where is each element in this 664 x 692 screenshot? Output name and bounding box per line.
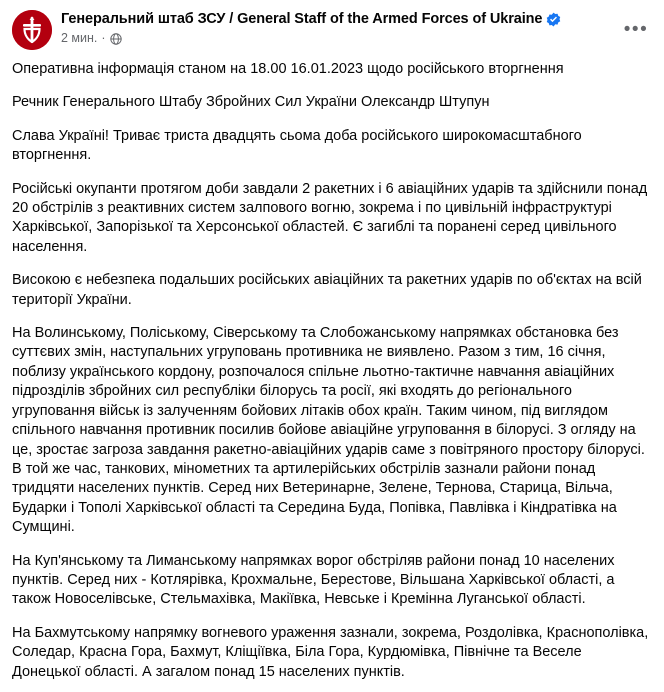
avatar[interactable] <box>12 10 52 50</box>
post-options-button[interactable]: ••• <box>623 19 649 40</box>
verified-badge-icon <box>546 12 561 27</box>
page-name[interactable]: Генеральний штаб ЗСУ / General Staff of the Armed Forces of Ukraine <box>61 11 543 27</box>
post-paragraph: На Волинському, Поліському, Сіверському та Слобожанському напрямках обстановка без суттєвих змін, наступальних угруповань противника не виявлено. Разом з тим, 16 січня, поблизу українського кордону, розпочалося спільне льотно-тактичне навчання авіаційних підрозділів збройних сил республіки білорусь та росії, які входять до регіонального угруповання військ із залученням бойових літаків обох країн. Таким чином, під виглядом спільного навчання противник посилив бойове авіаційне угруповання в білорусі. З огляду на це, зростає загроза завдання ракетно-авіаційних ударів саме з повітряного простору білорусі. В той же час, танкових, мінометних та артилерійських обстрілів зазнали райони понад тридцяти населених пунктів. Серед них Ветеринарне, Зелене, Тернова, Старица, Вільча, Бударки і Тополі Харківської області та Середина Буда, Попівка, Павлівка і Кіндратівка на Сумщині. <box>12 325 645 536</box>
post-paragraph: Оперативна інформація станом на 18.00 16.01.2023 щодо російського вторгнення <box>12 61 564 77</box>
post-paragraph: Речник Генерального Штабу Збройних Сил України Олександр Штупун <box>12 94 490 111</box>
post-header <box>0 0 664 54</box>
post-paragraph: Російські окупанти протягом доби завдали 2 ракетних і 6 авіаційних ударів та здійснили понад 20 обстрілів з реактивних систем залпового вогню, зокрема і по цивільній інфраструктурі Харківської, Запорізької та Херсонської областей. Є загиблі та поранені серед цивільного населення. <box>12 180 648 255</box>
post-header-text <box>61 10 652 45</box>
page-name-row <box>61 11 652 28</box>
post-meta <box>61 31 652 45</box>
post-timestamp[interactable]: 2 мин. <box>61 31 98 45</box>
post-text-body <box>0 54 664 692</box>
post-paragraph: Високою є небезпека подальших російських авіаційних та ракетних ударів по об'єктах на всій території України. <box>12 272 642 308</box>
post-paragraph: Слава Україні! Триває триста двадцять сьома доба російського широкомасштабного вторгнення. <box>12 127 582 164</box>
meta-separator: · <box>101 31 106 45</box>
post-paragraph: На Бахмутському напрямку вогневого ураження зазнали, зокрема, Роздолівка, Краснополівка, Соледар, Красна Гора, Бахмут, Кліщіївка, Біла Гора, Курдюмівка, Північне та Веселе Донецької області. А загалом понад 15 населених пунктів. <box>12 624 649 680</box>
post-paragraph: На Куп'янському та Лиманському напрямках ворог обстріляв райони понад 10 населених пунктів. Серед них - Котлярівка, Крохмальне, Берестове, Вільшана Харківської області, а також Новоселівське, Стельмахівка, Макіївка, Невське і Кремінна Луганської області. <box>12 552 615 608</box>
globe-icon <box>110 33 122 45</box>
